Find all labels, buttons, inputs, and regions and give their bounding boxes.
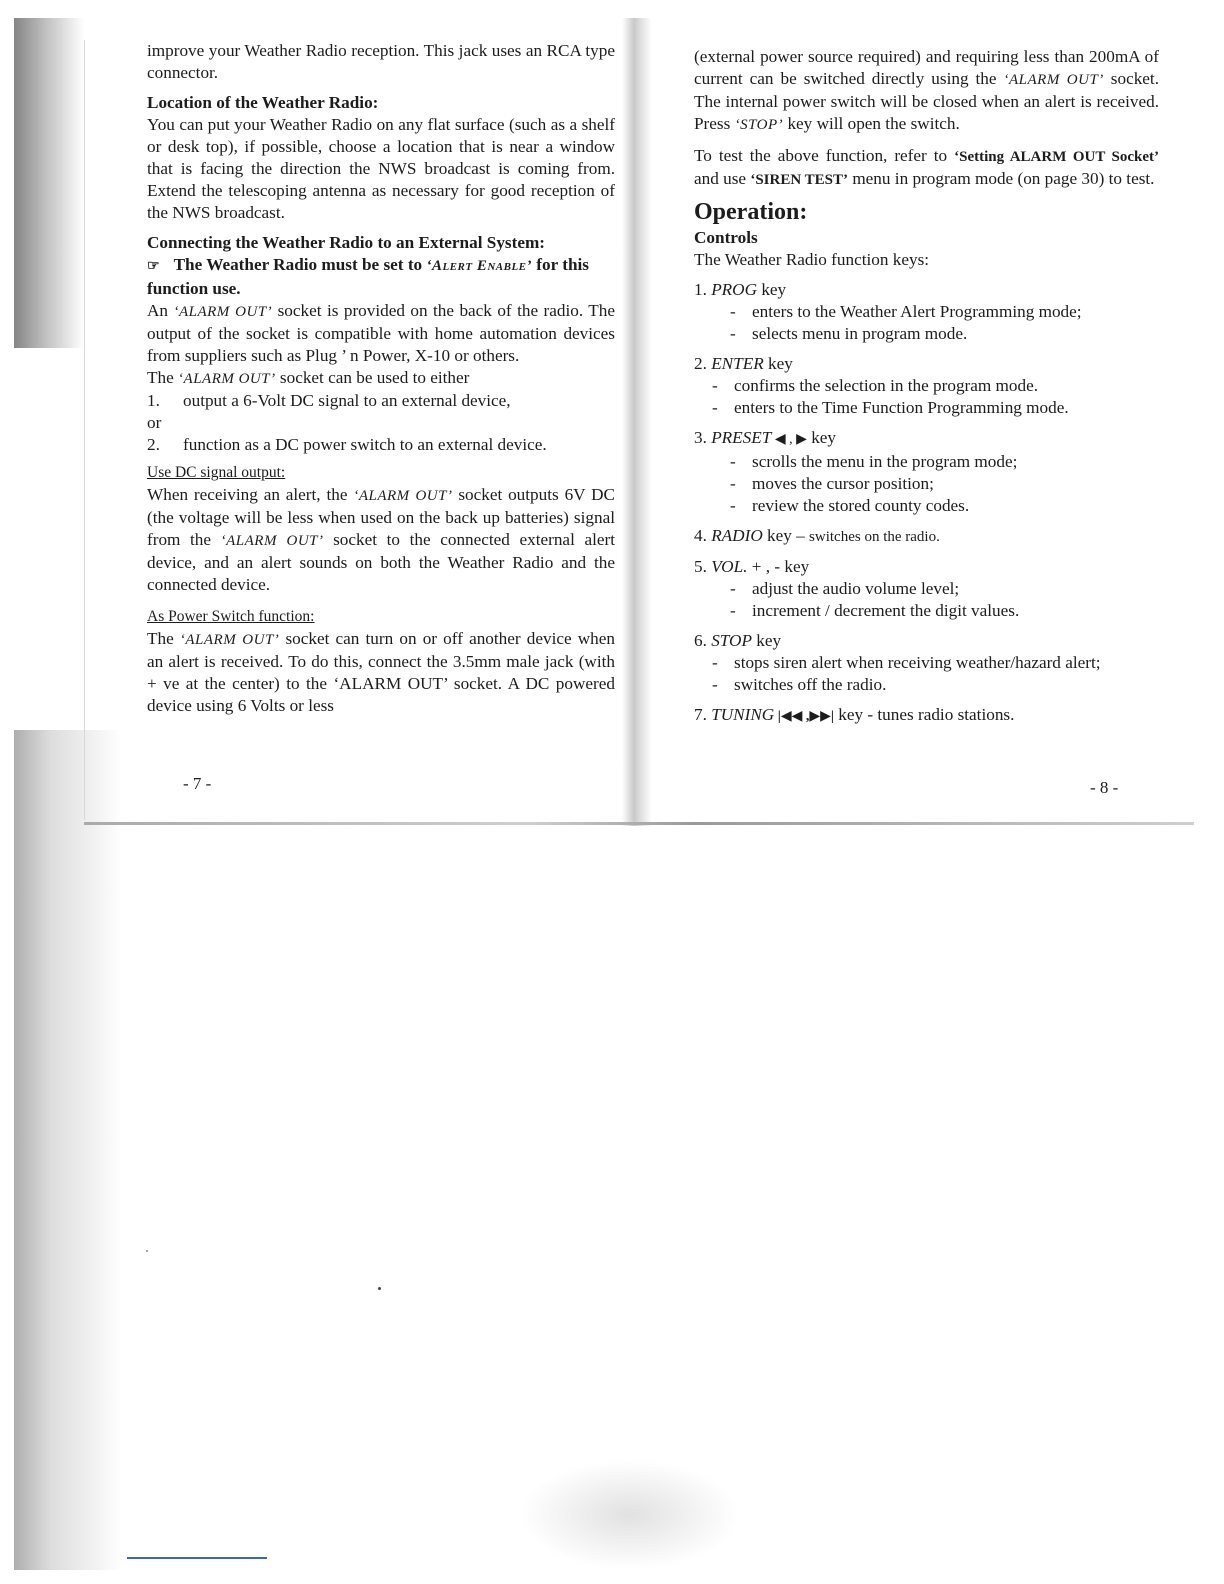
list-item: 4. RADIO key – switches on the radio. — [694, 526, 940, 545]
scan-dot — [378, 1287, 381, 1290]
alarm-out-paragraph: An ‘ALARM OUT’ socket is provided on the back of the radio. The output of the socket is compatible with home automation devices from suppliers such as Plug ’ n Power, X-10 or others. — [147, 301, 615, 365]
scan-dot — [146, 1250, 148, 1252]
or-connector: or — [147, 413, 162, 432]
dc-signal-subheading: Use DC signal output: — [147, 464, 286, 481]
test-paragraph: To test the above function, refer to ‘Setting ALARM OUT Socket’ and use ‘SIREN TEST’ menu in program mode (on page 30) to test. — [694, 146, 1159, 188]
keys-intro: The Weather Radio function keys: — [694, 250, 930, 269]
scan-edge-shadow-lower — [14, 730, 134, 1570]
page-number-right: - 8 - — [1090, 778, 1119, 797]
controls-heading: Controls — [694, 228, 758, 247]
power-switch-paragraph: The ‘ALARM OUT’ socket can turn on or off another device when an alert is received. To do this, connect the 3.5mm male jack (with + ve at the center) to the ‘ALARM OUT’ socket. A DC powered device using 6 Volts or less — [147, 629, 615, 715]
scan-speckle — [520, 1460, 740, 1570]
alert-enable-note: ☞ The Weather Radio must be set to ‘Alert Enable’ for this function use. — [147, 255, 589, 298]
operation-heading: Operation: — [694, 199, 808, 225]
page-gutter-shadow — [622, 18, 652, 826]
scan-blue-line — [127, 1557, 267, 1559]
location-heading: Location of the Weather Radio: — [147, 93, 379, 112]
arrow-left-right-icon: ◀ , ▶ — [771, 432, 807, 447]
list-item: 3. PRESET ◀ , ▶ key - scrolls the menu in the program mode; - moves the cursor position; - review the stored county codes. — [694, 428, 1018, 515]
skip-back-forward-icon: |◀◀ ,▶▶| — [774, 709, 834, 724]
external-power-paragraph: (external power source required) and requiring less than 200mA of current can be switched directly using the ‘ALARM OUT’ socket. The internal power switch will be closed when an alert is received. Press ‘STOP’ key will open the switch. — [694, 47, 1159, 133]
list-item: 6. STOP key - stops siren alert when receiving weather/hazard alert; - switches off the radio. — [694, 631, 1101, 694]
page-number-left: - 7 - — [183, 774, 212, 793]
page-left-border — [84, 40, 85, 820]
location-paragraph: You can put your Weather Radio on any flat surface (such as a shelf or desk top), if possible, choose a location that is near a window that is facing the direction the NWS broadcast is coming from. Extend the telescoping antenna as necessary for good reception of the NWS broadcast. — [147, 115, 615, 222]
left-page-column — [147, 40, 615, 717]
socket-uses-intro: The ‘ALARM OUT’ socket can be used to either — [147, 368, 470, 387]
pointing-hand-icon: ☞ — [147, 259, 160, 274]
list-item: 2. function as a DC power switch to an external device. — [147, 435, 547, 454]
list-item: 5. VOL. + , - key - adjust the audio volume level; - increment / decrement the digit values. — [694, 557, 1020, 620]
list-item: 7. TUNING |◀◀ ,▶▶| key - tunes radio stations. — [694, 705, 1015, 724]
list-item: 1. PROG key - enters to the Weather Alert Programming mode; - selects menu in program mode. — [694, 280, 1082, 343]
power-switch-subheading: As Power Switch function: — [147, 608, 315, 625]
dc-signal-paragraph: When receiving an alert, the ‘ALARM OUT’ socket outputs 6V DC (the voltage will be less when used on the back up batteries) signal from the ‘ALARM OUT’ socket to the connected external alert device, and an alert sounds on both the Weather Radio and the connected device. — [147, 485, 615, 594]
list-item: 1. output a 6-Volt DC signal to an external device, — [147, 391, 511, 410]
connect-heading: Connecting the Weather Radio to an External System: — [147, 233, 546, 252]
right-page-column — [694, 46, 1159, 728]
intro-paragraph: improve your Weather Radio reception. This jack uses an RCA type connector. — [147, 41, 615, 82]
list-item: 2. ENTER key - confirms the selection in the program mode. - enters to the Time Function Programming mode. — [694, 354, 1069, 417]
scan-edge-shadow — [14, 18, 84, 348]
page-bottom-edge — [84, 822, 1194, 825]
